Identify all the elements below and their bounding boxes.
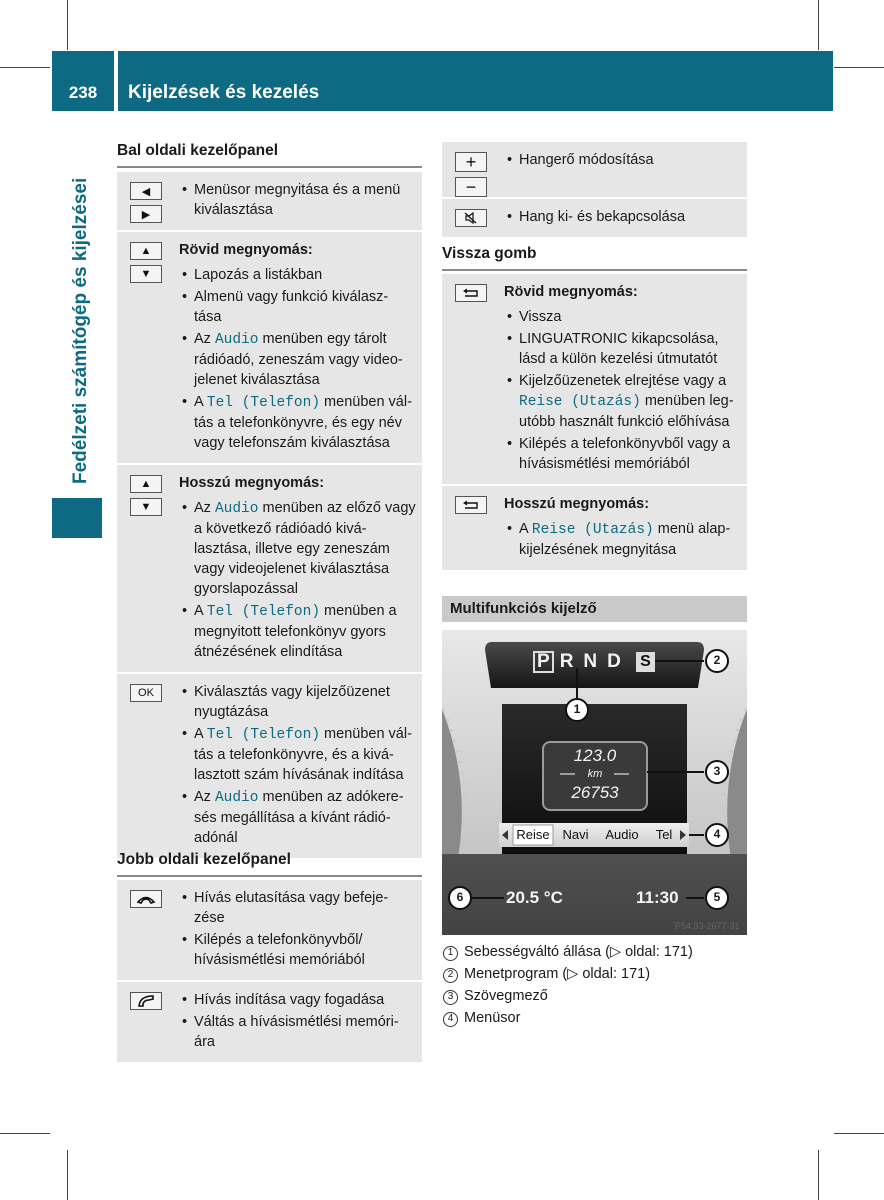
- crop-mark: [67, 1150, 68, 1200]
- callout-4: 4: [713, 827, 721, 841]
- row-description: [500, 199, 747, 237]
- row-description: [175, 880, 422, 980]
- bullet-item: [504, 150, 741, 170]
- bullet-item: [179, 990, 416, 1010]
- bullet-item: [179, 265, 416, 285]
- control-keys: [117, 232, 175, 463]
- bullet-text: Menüsor megnyitása és a menü kiválasztása: [194, 182, 401, 218]
- legend-number: 2: [443, 968, 458, 983]
- legend-text: Menüsor: [464, 1010, 521, 1026]
- legend-item: [443, 1007, 693, 1029]
- crop-mark: [818, 0, 819, 50]
- bullet-item: [179, 724, 416, 785]
- legend-item: [443, 941, 693, 963]
- bullet-text: Kilépés a telefonkönyvből/ hívásismétlési memóriából: [194, 932, 365, 968]
- callout-5: 5: [713, 890, 721, 904]
- bullet-text: Az: [194, 331, 215, 347]
- left-panel-table: [117, 172, 422, 860]
- back-button-row: [442, 486, 747, 572]
- control-keys: [442, 142, 500, 197]
- instrument-cluster-figure: [442, 630, 747, 935]
- row-description: [175, 465, 422, 672]
- control-key: ▼: [130, 265, 162, 283]
- row-description: [500, 486, 747, 570]
- legend-number: 3: [443, 990, 458, 1005]
- bullet-item: [179, 498, 416, 599]
- control-key: OK: [130, 684, 162, 702]
- back-icon: [455, 284, 487, 302]
- right-panel-heading: Jobb oldali kezelőpanel: [117, 851, 422, 877]
- back-button-table: [442, 274, 747, 572]
- crop-mark: [0, 1133, 50, 1134]
- bullet-item: [179, 329, 416, 390]
- bullet-text: Hangerő módosítása: [519, 152, 654, 168]
- bullet-item: [504, 371, 741, 432]
- legend-text: Szövegmező: [464, 988, 548, 1004]
- legend-number: 4: [443, 1012, 458, 1027]
- bullet-item: [179, 392, 416, 453]
- legend-number: 1: [443, 946, 458, 961]
- hangup-icon: [130, 890, 162, 908]
- crop-mark: [67, 0, 68, 50]
- left-panel-row: [117, 465, 422, 674]
- bullet-text: Az: [194, 500, 215, 516]
- right-panel-row: [117, 880, 422, 982]
- legend-text: Sebességváltó állása (▷ oldal: 171): [464, 944, 693, 960]
- bullet-text: LINGUATRONIC kikapcsolása, lásd a külön kezelési útmutatót: [519, 331, 719, 367]
- bullet-text: Lapozás a listákban: [194, 267, 323, 283]
- drive-program-indicator: S: [636, 652, 655, 672]
- clock-time: 11:30: [636, 888, 679, 907]
- bullet-text: menüben a megnyitott telefonkönyv gyors átnézésének elindítása: [194, 603, 397, 660]
- left-panel-row: [117, 232, 422, 465]
- bullet-item: [179, 1012, 416, 1052]
- menu-reference: Reise (Utazás): [519, 394, 641, 410]
- gear-d: D: [607, 651, 621, 672]
- gear-indicator: [533, 651, 621, 673]
- bullet-text: Hívás indítása vagy fogadása: [194, 992, 385, 1008]
- bullet-item: [179, 930, 416, 970]
- bullet-text: menüben leg- utóbb használt funkció előhívása: [519, 393, 734, 430]
- control-key: ▲: [130, 242, 162, 260]
- bullet-text: Almenü vagy funkció kiválasz- tása: [194, 289, 389, 325]
- legend-text: Menetprogram (▷ oldal: 171): [464, 966, 651, 982]
- menu-reference: Audio: [214, 790, 259, 806]
- control-key: +: [455, 152, 487, 172]
- left-panel-row: [117, 172, 422, 232]
- legend-item: [443, 985, 693, 1007]
- bullet-text: Hang ki- és bekapcsolása: [519, 209, 686, 225]
- speed-unit: km: [587, 768, 603, 780]
- crop-mark: [834, 1133, 884, 1134]
- bullet-text: menüben vál- tás a telefonkönyvre, és a kivá- lasztott szám hívásának indítása: [194, 726, 412, 783]
- bullet-item: [179, 287, 416, 327]
- bullet-text: Az: [194, 789, 215, 805]
- menu-reference: Tel (Telefon): [206, 395, 321, 411]
- bullet-text: Vissza: [519, 309, 562, 325]
- callout-6: 6: [456, 890, 464, 904]
- right-panel-table: [117, 880, 422, 1064]
- menu-item-tel[interactable]: Tel: [655, 827, 673, 842]
- gear-n: N: [583, 651, 598, 672]
- bullet-text: menüben az adókere- sés megállítása a kívánt rádió- adónál: [194, 789, 404, 846]
- odometer-value: 26753: [571, 783, 619, 802]
- mute-icon: [455, 209, 487, 227]
- right-panel-row: [117, 982, 422, 1064]
- control-key: −: [455, 177, 487, 197]
- multifunction-heading: Multifunkciós kijelző: [442, 596, 747, 622]
- control-keys: [117, 982, 175, 1062]
- bullet-text: menüben az előző vagy a következő rádióadó kivá- lasztása, illetve egy zeneszám vagy videojelenet kiválasztása gyorslapozással: [194, 500, 416, 597]
- menu-reference: Tel (Telefon): [206, 727, 321, 743]
- outside-temperature: 20.5 °C: [506, 888, 563, 907]
- control-keys: [442, 199, 500, 237]
- speed-value: 123.0: [573, 746, 617, 765]
- chapter-title: Kijelzések és kezelés: [128, 82, 320, 103]
- bullet-text: A: [194, 394, 207, 410]
- control-key: ◀: [130, 182, 162, 200]
- control-key: ▶: [130, 205, 162, 223]
- control-keys: [117, 465, 175, 672]
- callout-2: 2: [713, 653, 721, 667]
- bullet-text: A: [519, 521, 532, 537]
- control-key: ▲: [130, 475, 162, 493]
- row-heading: Hosszú megnyomás:: [179, 475, 325, 491]
- bullet-item: [179, 682, 416, 722]
- bullet-text: Kijelzőüzenetek elrejtése vagy a: [519, 373, 727, 389]
- menu-items: [513, 827, 689, 842]
- row-heading: Rövid megnyomás:: [179, 242, 313, 258]
- menu-item-reise[interactable]: Reise: [516, 827, 550, 842]
- volume-row: [442, 199, 747, 239]
- callout-3: 3: [713, 764, 721, 778]
- volume-row: [442, 142, 747, 199]
- menu-reference: Tel (Telefon): [206, 604, 321, 620]
- control-keys: [117, 880, 175, 980]
- callout-1: 1: [573, 702, 581, 716]
- bullet-text: A: [194, 726, 207, 742]
- side-tab-label: Fedélzeti számítógép és kijelzései: [70, 177, 91, 484]
- control-keys: [117, 674, 175, 858]
- row-description: [175, 674, 422, 858]
- header-separator: [114, 51, 118, 111]
- bullet-text: menüben vál- tás a telefonkönyvre, és egy név vagy telefonszám kiválasztása: [194, 394, 412, 451]
- back-button-heading: Vissza gomb: [442, 245, 747, 271]
- bullet-item: [504, 307, 741, 327]
- menu-reference: Reise (Utazás): [531, 522, 654, 538]
- back-icon: [455, 496, 487, 514]
- menu-reference: Audio: [214, 332, 259, 348]
- control-key: ▼: [130, 498, 162, 516]
- crop-mark: [818, 1150, 819, 1200]
- menu-reference: Audio: [214, 501, 259, 517]
- menu-item-audio[interactable]: Audio: [605, 827, 639, 842]
- bullet-item: [179, 180, 416, 220]
- bullet-text: A: [194, 603, 207, 619]
- bullet-item: [504, 519, 741, 560]
- row-description: [500, 142, 747, 197]
- gear-r: R: [559, 651, 574, 672]
- bullet-text: Kiválasztás vagy kijelzőüzenet nyugtázása: [194, 684, 390, 720]
- row-description: [175, 172, 422, 230]
- row-heading: Rövid megnyomás:: [504, 284, 638, 300]
- bullet-item: [179, 601, 416, 662]
- row-heading: Hosszú megnyomás:: [504, 496, 650, 512]
- side-tab-marker: [52, 498, 102, 538]
- crop-mark: [834, 67, 884, 68]
- figure-code: P54.33-2677-31: [675, 921, 740, 931]
- left-panel-heading: Bal oldali kezelőpanel: [117, 142, 422, 168]
- row-description: [175, 982, 422, 1062]
- gear-p: P: [533, 651, 554, 673]
- call-icon: [130, 992, 162, 1010]
- bullet-item: [179, 888, 416, 928]
- bullet-item: [504, 207, 741, 227]
- bullet-text: Hívás elutasítása vagy befeje- zése: [194, 890, 389, 926]
- control-keys: [442, 274, 500, 484]
- legend-item: [443, 963, 693, 985]
- row-description: [500, 274, 747, 484]
- bullet-text: Kilépés a telefonkönyvből vagy a hívásismétlési memóriából: [519, 436, 731, 472]
- menu-item-navi[interactable]: Navi: [562, 827, 589, 842]
- bullet-item: [179, 787, 416, 848]
- bullet-text: menü alap- kijelzésének megnyitása: [519, 521, 731, 558]
- row-description: [175, 232, 422, 463]
- volume-table: [442, 142, 747, 239]
- control-keys: [442, 486, 500, 570]
- bullet-text: menüben egy tárolt rádióadó, zeneszám vagy video- jelenet kiválasztása: [194, 331, 403, 388]
- bullet-item: [504, 434, 741, 474]
- figure-legend: [443, 941, 693, 1029]
- page-number: 238: [68, 83, 98, 102]
- crop-mark: [0, 67, 50, 68]
- back-button-row: [442, 274, 747, 486]
- left-panel-row: [117, 674, 422, 860]
- bullet-text: Váltás a hívásismétlési memóri- ára: [194, 1014, 399, 1050]
- control-keys: [117, 172, 175, 230]
- bullet-item: [504, 329, 741, 369]
